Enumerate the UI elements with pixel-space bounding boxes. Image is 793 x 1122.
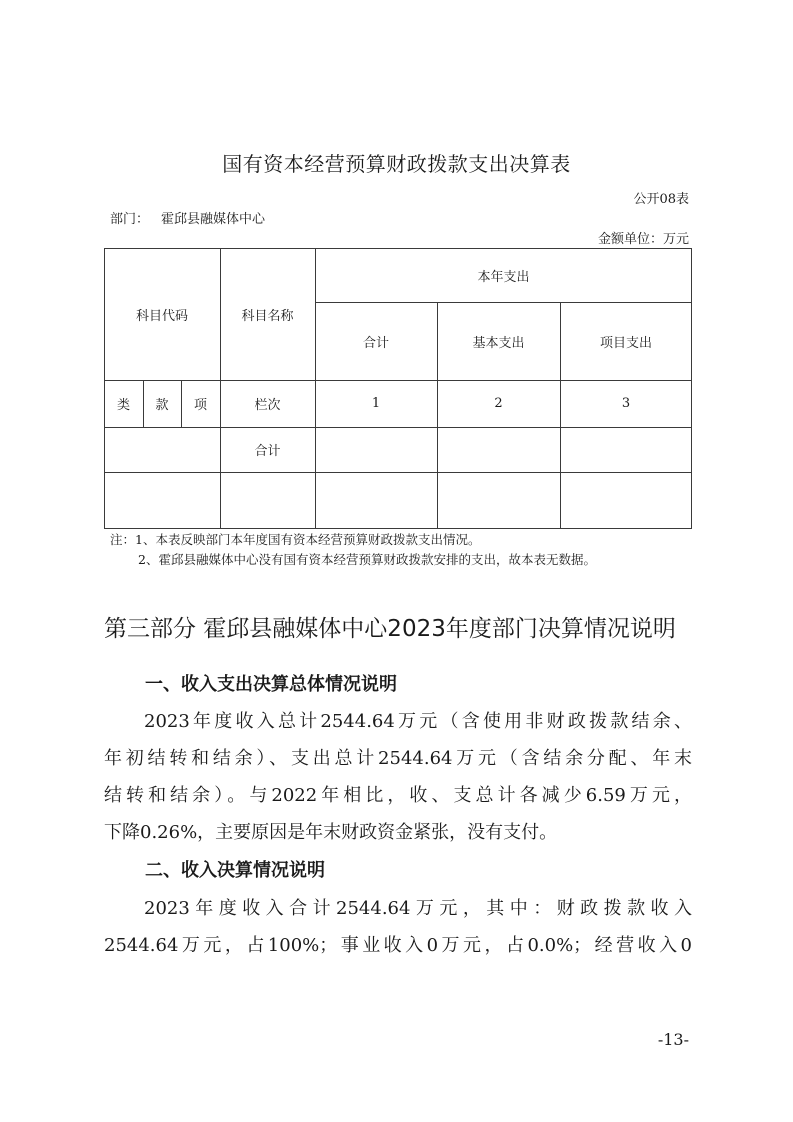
paragraph-line: 2023年度收入合计2544.64万元，其中：财政拨款收入 [144,898,692,919]
row-basic [437,472,560,528]
header-current-year-expense: 本年支出 [477,269,530,285]
row-name: 合计 [254,444,281,459]
expense-table [104,248,692,529]
column-number-3: 3 [621,396,631,411]
row-total [315,472,437,528]
note-1: 注：1、本表反映部门本年度国有资本经营预算财政拨款支出情况。 [110,532,481,547]
form-number: 公开08表 [633,192,689,207]
section-one-heading: 一、收入支出决算总体情况说明 [145,674,397,695]
row-total [315,427,437,472]
paragraph-line: 2544.64万元，占100%；事业收入0万元，占0.0%；经营收入0 [104,935,692,956]
department-name: 霍邱县融媒体中心 [161,212,266,227]
table-notes [110,530,596,570]
header-column-no: 栏次 [254,398,281,413]
paragraph-line: 结转和结余）。与2022年相比，收、支总计各减少6.59万元， [104,785,692,806]
part-three-title: 第三部分 霍邱县融媒体中心2023年度部门决算情况说明 [104,616,676,642]
section-two-heading: 二、收入决算情况说明 [145,860,325,881]
header-basic-expense: 基本支出 [472,335,525,351]
header-subject-code: 科目代码 [135,308,188,324]
table-title: 国有资本经营预算财政拨款支出决算表 [222,152,571,176]
row-project [560,472,692,528]
row-project [560,427,692,472]
row-basic [437,427,560,472]
row-name [220,472,315,528]
header-subject-name: 科目名称 [241,308,294,324]
department-line [110,208,265,227]
amount-unit: 金额单位：万元 [597,232,689,247]
paragraph-line: 2023年度收入总计2544.64万元（含使用非财政拨款结余、 [144,711,692,732]
page-number: -13- [657,1030,689,1049]
header-project-expense: 项目支出 [599,335,652,351]
paragraph-line: 年初结转和结余）、支出总计2544.64万元（含结余分配、年末 [104,748,692,769]
paragraph-line: 下降0.26%，主要原因是年末财政资金紧张，没有支付。 [104,822,558,843]
row-code [104,427,220,472]
section-one-paragraph [104,703,692,851]
header-xiang: 项 [193,398,207,413]
header-kuan: 款 [155,398,169,413]
header-total: 合计 [362,335,389,351]
note-2: 2、霍邱县融媒体中心没有国有资本经营预算财政拨款安排的支出，故本表无数据。 [138,552,596,567]
column-number-1: 1 [371,396,381,411]
row-code [104,472,220,528]
header-lei: 类 [116,398,130,413]
column-number-2: 2 [494,396,503,411]
department-label: 部门： [110,212,150,227]
section-two-paragraph [104,890,692,964]
